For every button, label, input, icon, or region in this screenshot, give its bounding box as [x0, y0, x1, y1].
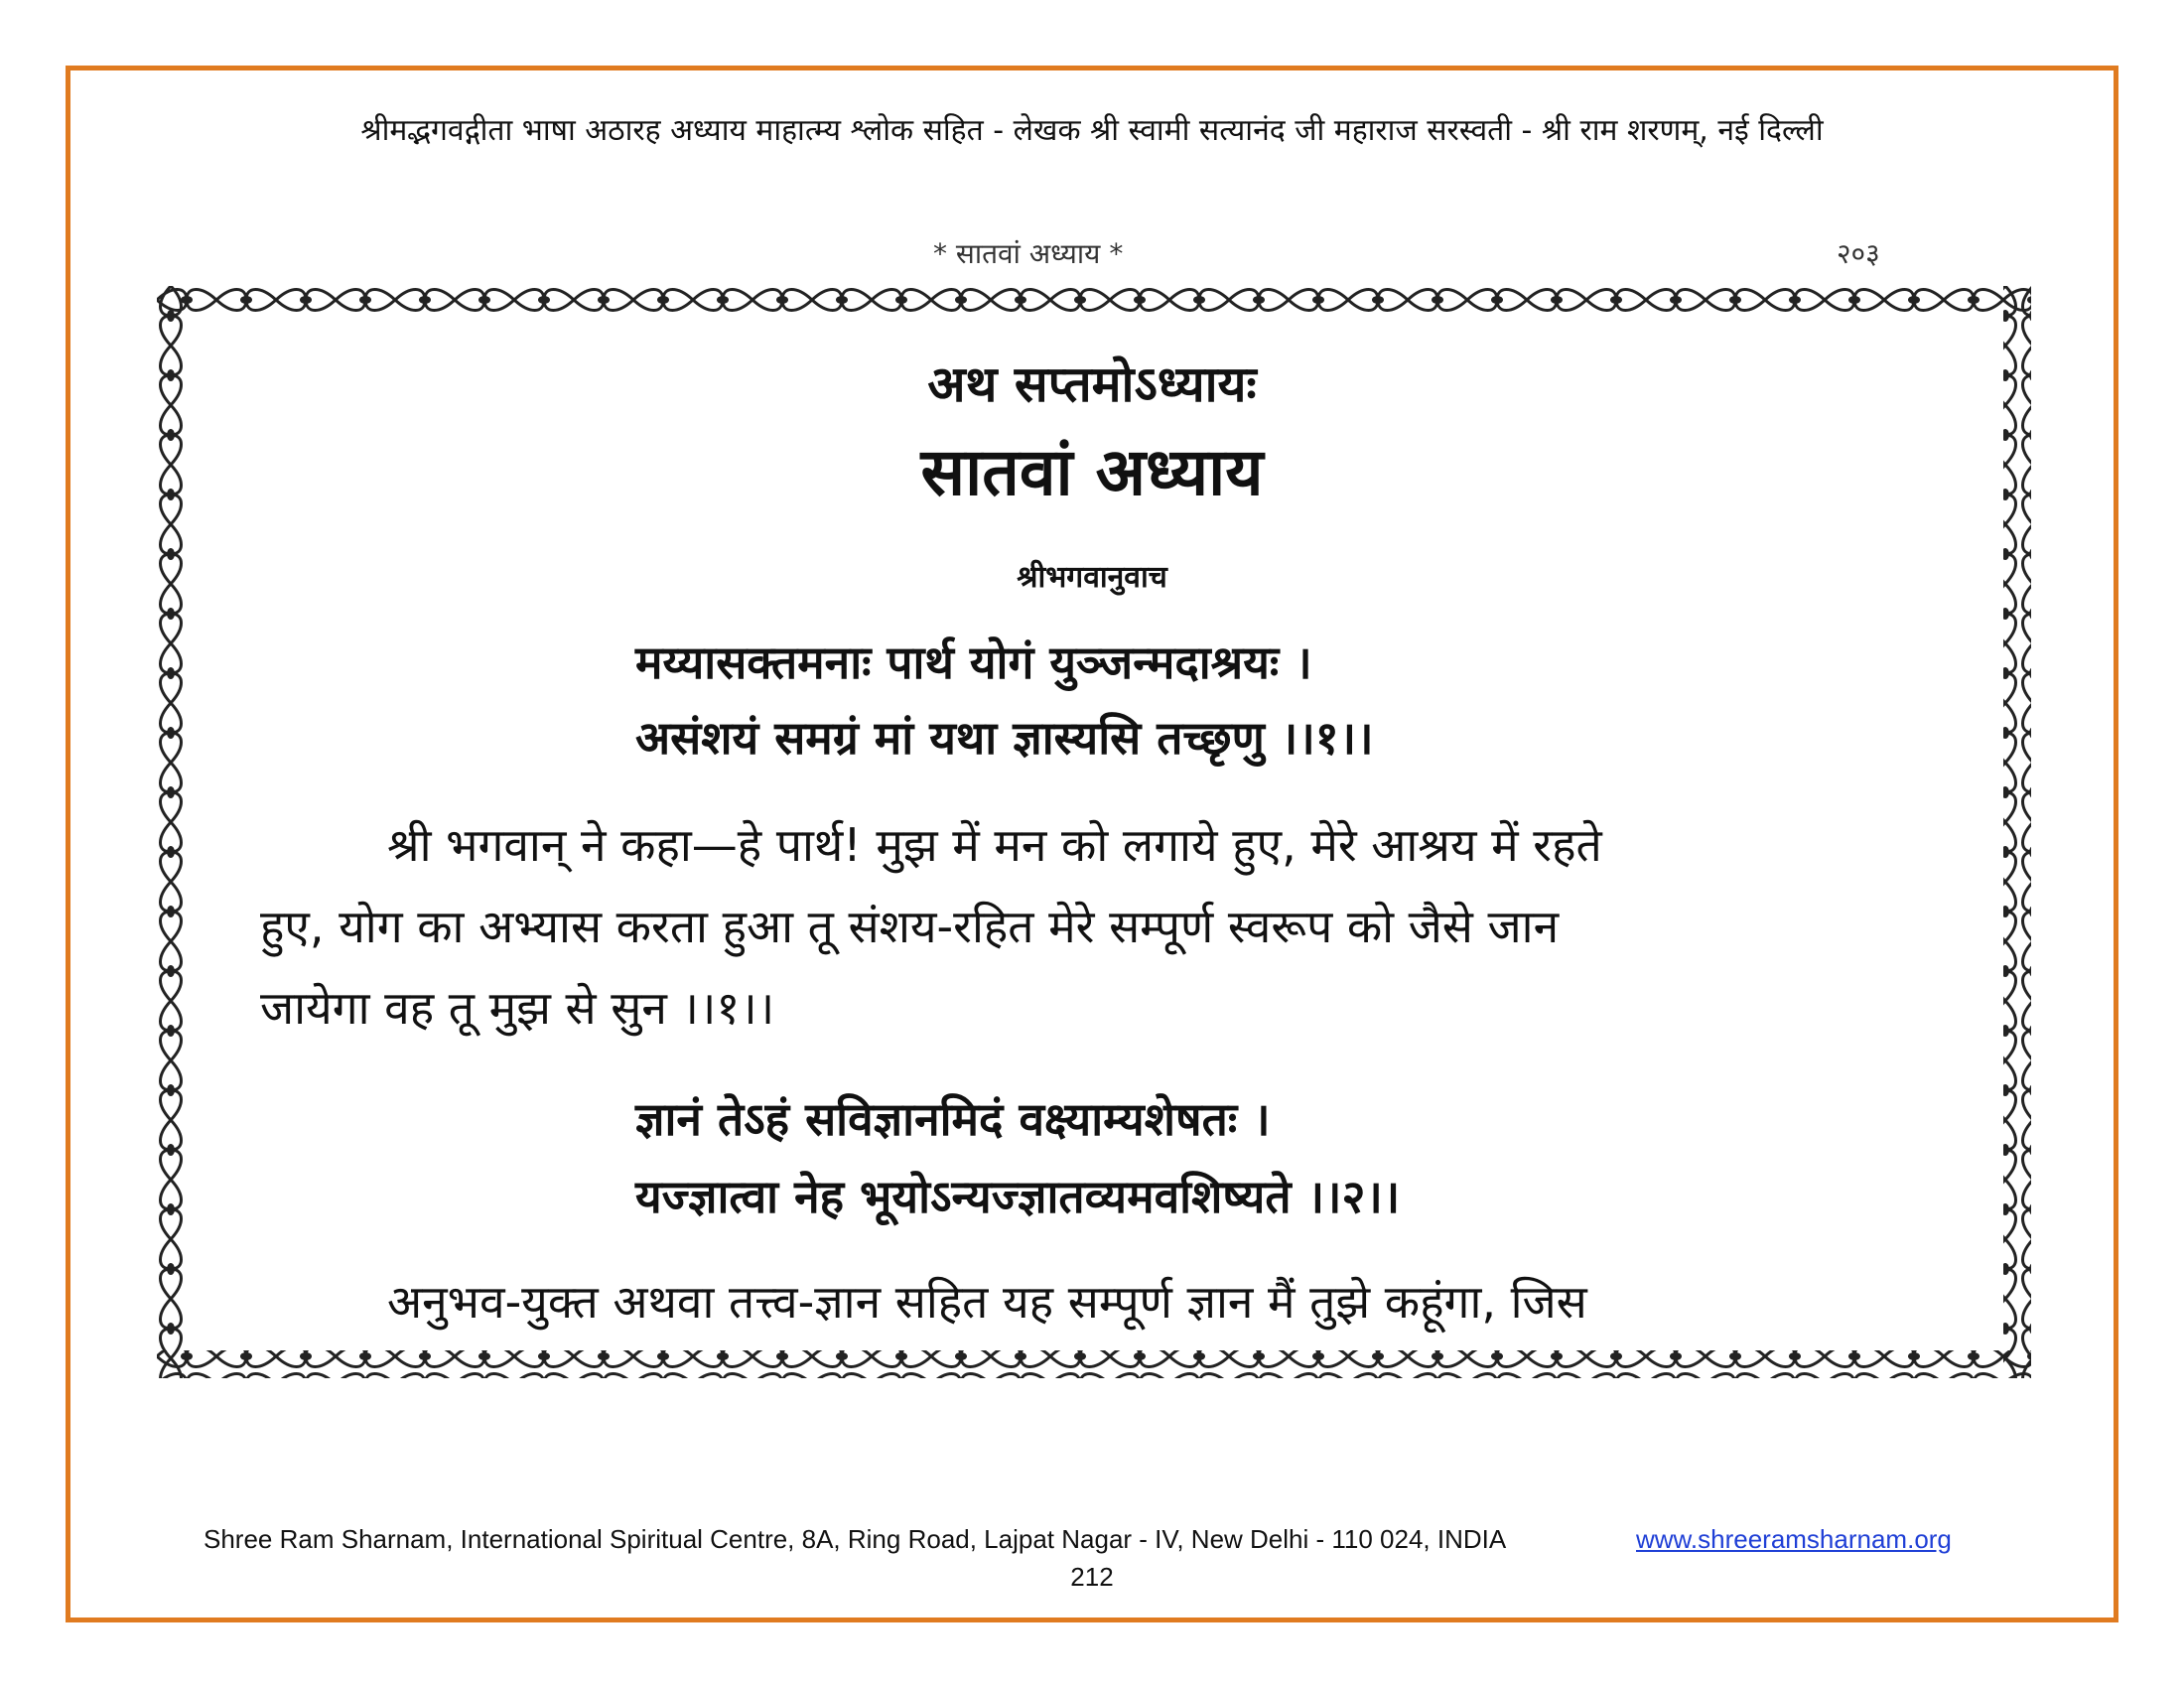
chapter-title-sanskrit: अथ सप्तमोऽध्यायः — [927, 355, 1257, 413]
running-head: * सातवां अध्याय * — [933, 237, 1124, 270]
verse-2-line-1: ज्ञानं तेऽहं सविज्ञानमिदं वक्ष्याम्यशेषतः । — [635, 1092, 1271, 1146]
translation-1-line-3: जायेगा वह तू मुझ से सुन ।।१।। — [260, 981, 775, 1035]
scan-page-number: २०३ — [1837, 237, 1880, 270]
translation-1-line-2: हुए, योग का अभ्यास करता हुआ तू संशय-रहित मेरे सम्पूर्ण स्वरूप को जैसे जान — [260, 900, 1560, 953]
verse-1-line-1: मय्यासक्तमनाः पार्थ योगं युञ्जन्मदाश्रयः । — [635, 635, 1312, 689]
verse-1-line-2: असंशयं समग्रं मां यथा ज्ञास्यसि तच्छृणु ।।१।। — [635, 711, 1374, 765]
document-header: श्रीमद्भगवद्गीता भाषा अठारह अध्याय माहात्म्य श्लोक सहित - लेखक श्री स्वामी सत्यानंद जी महाराज सरस्वती - श्री राम शरणम्, नई दिल्ली — [360, 113, 1824, 148]
website-link[interactable]: www.shreeramsharnam.org — [1636, 1524, 1952, 1554]
footer-address: Shree Ram Sharnam, International Spiritual Centre, 8A, Ring Road, Lajpat Nagar - IV, New Delhi - 110 024, INDIA — [204, 1524, 1507, 1554]
translation-2-line-1: अनुभव-युक्त अथवा तत्त्व-ज्ञान सहित यह सम्पूर्ण ज्ञान मैं तुझे कहूंगा, जिस — [387, 1275, 1587, 1329]
footer-page-number: 212 — [1070, 1562, 1114, 1592]
translation-1-line-1: श्री भगवान् ने कहा—हे पार्थ! मुझ में मन को लगाये हुए, मेरे आश्रय में रहते — [387, 818, 1602, 872]
speaker-label: श्रीभगवानुवाच — [1017, 560, 1167, 595]
chapter-title-hindi: सातवां अध्याय — [920, 434, 1264, 510]
verse-2-line-2: यज्ज्ञात्वा नेह भूयोऽन्यज्ज्ञातव्यमवशिष्यते ।।२।। — [635, 1170, 1401, 1223]
